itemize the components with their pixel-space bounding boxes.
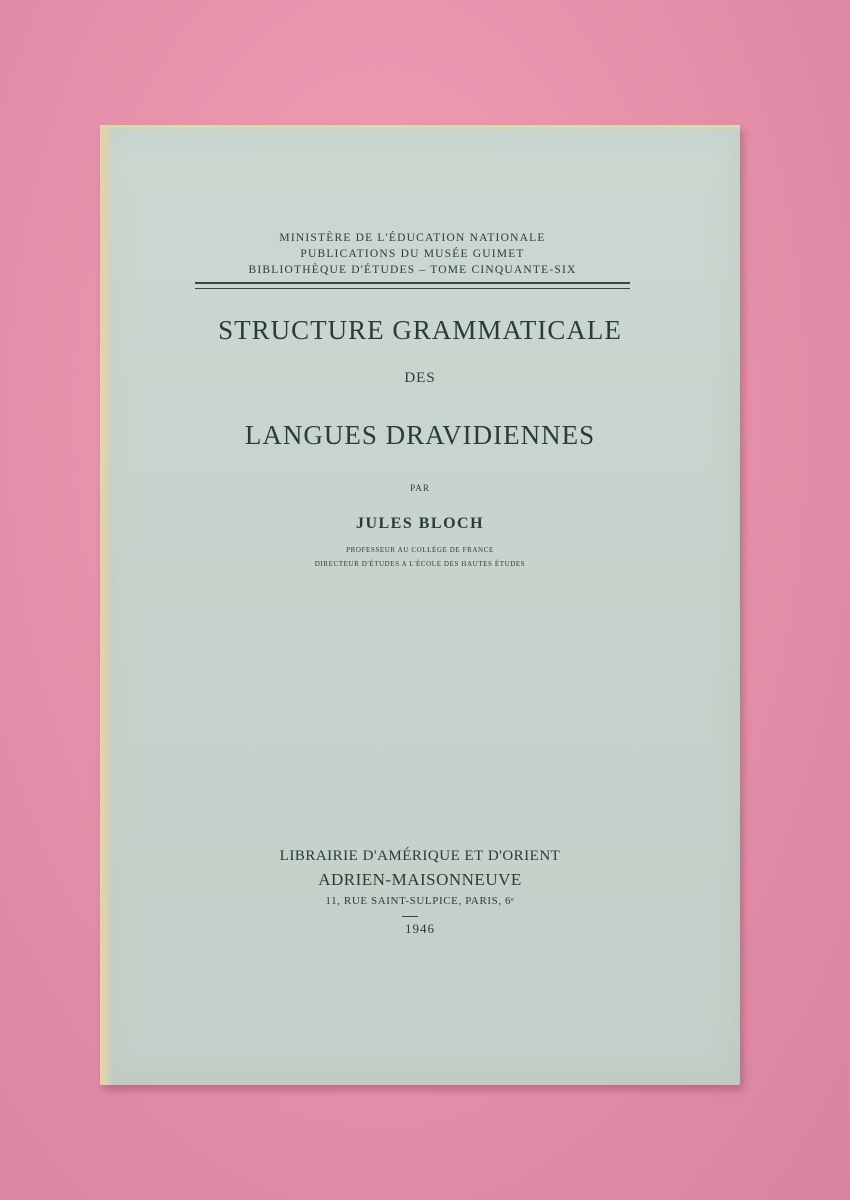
- header-line-publications: PUBLICATIONS DU MUSÉE GUIMET: [300, 248, 525, 260]
- author-name: JULES BLOCH: [355, 515, 485, 532]
- author-role-director: DIRECTEUR D'ÉTUDES A L'ÉCOLE DES HAUTES ÉTUDES: [314, 560, 526, 568]
- series-header: [195, 230, 630, 278]
- by-label: PAR: [410, 483, 430, 493]
- header-line-library: BIBLIOTHÈQUE D'ÉTUDES – TOME CINQUANTE-SIX: [248, 264, 577, 276]
- author-roles: [240, 543, 600, 571]
- title-line-2: LANGUES DRAVIDIENNES: [244, 420, 596, 450]
- title-line-1: STRUCTURE GRAMMATICALE: [218, 315, 622, 345]
- publisher-line-2: ADRIEN-MAISONNEUVE: [318, 870, 522, 889]
- year-dash: [402, 916, 418, 917]
- book-cover: [100, 125, 740, 1085]
- publication-year: 1946: [405, 921, 435, 936]
- book: [100, 125, 740, 1085]
- publisher-address: 11, RUE SAINT-SULPICE, PARIS, 6ᵉ: [325, 895, 515, 907]
- header-rule: [195, 282, 630, 289]
- author-role-professor: PROFESSEUR AU COLLÈGE DE FRANCE: [346, 546, 494, 554]
- title-connector: DES: [404, 370, 436, 386]
- publisher-line-1: LIBRAIRIE D'AMÉRIQUE ET D'ORIENT: [279, 848, 561, 864]
- header-line-ministry: MINISTÈRE DE L'ÉDUCATION NATIONALE: [279, 232, 546, 244]
